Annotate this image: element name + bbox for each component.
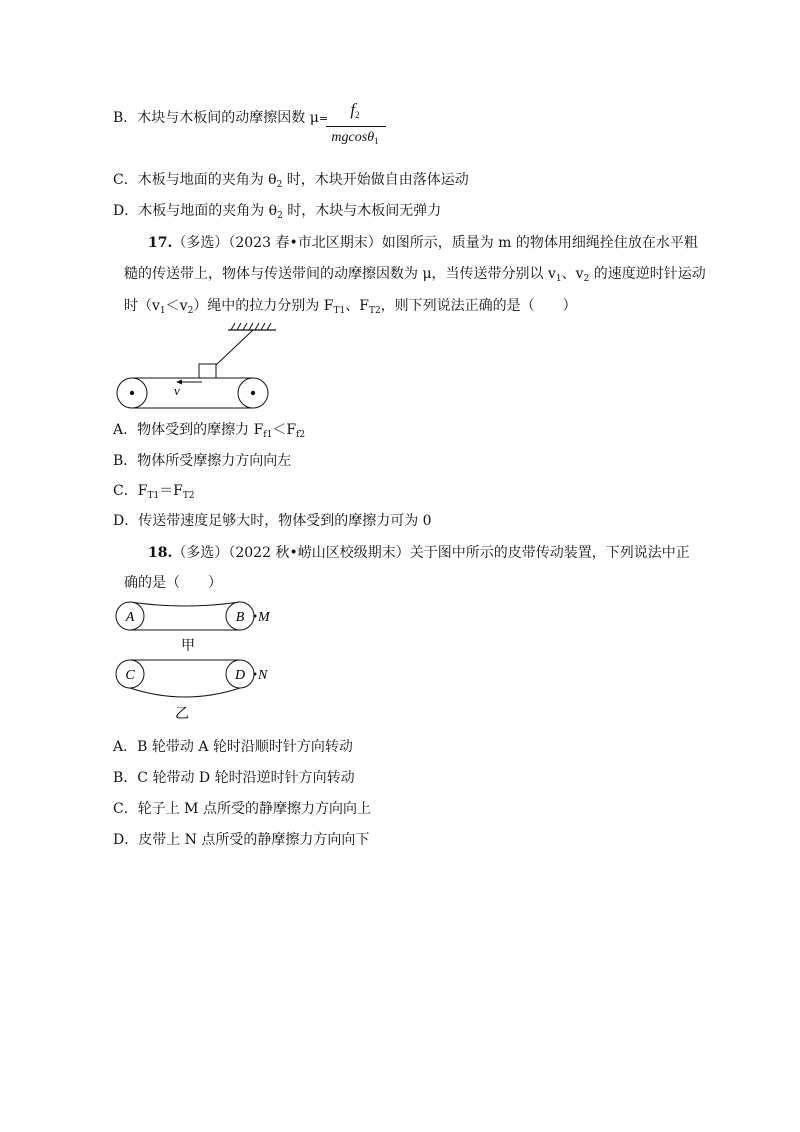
q18-option-a: A．B 轮带动 A 轮时沿顺时针方向转动	[113, 739, 353, 755]
q16-option-d: D．木板与地面的夹角为 $\theta_2$ 时，木块与木板间无弹力	[113, 203, 442, 221]
q18-option-b: B．C 轮带动 D 轮时沿逆时针方向转动	[113, 770, 355, 786]
point-m-dot	[254, 615, 257, 618]
q16-fraction-numerator: $f_2$	[350, 100, 360, 120]
q16-option-c: C．木板与地面的夹角为 $\theta_2$ 时，木块开始做自由落体运动	[113, 172, 469, 190]
velocity-arrow	[176, 380, 202, 385]
q17-option-b: B．物体所受摩擦力方向向左	[113, 453, 292, 469]
q17-option-c: C．$F_{T1}=F_{T2}$	[113, 483, 195, 501]
q18-option-d: D．皮带上 N 点所受的静摩擦力方向向下	[113, 832, 370, 848]
wheel-c-label: C	[125, 668, 135, 683]
wheel-b-label: B	[235, 610, 245, 625]
q16-fraction-denominator: mgcosθ$_1$	[331, 130, 379, 146]
conveyor-belt-figure	[110, 320, 280, 412]
q17-stem-line3: 时$(v_1<v_2)$绳中的拉力分别为 $F_{T1}$、$F_{T2}$，则下列说法正确的是（ ）	[124, 298, 577, 316]
wheel-a-label: A	[125, 610, 135, 625]
point-n-dot	[254, 673, 257, 676]
belt-yi	[130, 660, 240, 697]
block	[199, 364, 216, 378]
ceiling-support	[228, 323, 276, 330]
belt-drive-figure	[110, 596, 285, 724]
q17-stem-line1: 17.（多选）（2023 春•市北区期末）如图所示，质量为 m 的物体用细绳拴住放在水平粗	[148, 235, 698, 251]
label-yi: 乙	[175, 706, 189, 722]
label-jia: 甲	[181, 638, 195, 654]
q17-option-d: D．传送带速度足够大时，物体受到的摩擦力可为 0	[113, 513, 432, 529]
q17-option-a: A．物体受到的摩擦力 $F_{f1}<F_{f2}$	[113, 422, 306, 440]
q18-stem-line1: 18.（多选）（2022 秋•崂山区校级期末）关于图中所示的皮带传动装置，下列说法中正	[148, 545, 690, 561]
velocity-label: v	[174, 383, 180, 398]
fraction-bar	[326, 126, 386, 127]
point-n-label: N	[258, 668, 268, 683]
point-m-label: M	[258, 610, 270, 625]
rope	[216, 330, 253, 365]
q16-option-b: B．木块与木板间的动摩擦因数 μ=	[113, 110, 329, 126]
belt-jia	[130, 602, 240, 630]
q18-option-c: C．轮子上 M 点所受的静摩擦力方向向上	[113, 801, 371, 817]
q17-stem-line2: 糙的传送带上，物体与传送带间的动摩擦因数为 μ，当传送带分别以 $v_1$、$v_2$ 的速度逆时针运动	[124, 266, 706, 284]
q18-stem-line2: 确的是（ ）	[124, 575, 222, 591]
left-axle	[130, 391, 134, 395]
right-axle	[251, 391, 255, 395]
wheel-d-label: D	[234, 668, 246, 683]
